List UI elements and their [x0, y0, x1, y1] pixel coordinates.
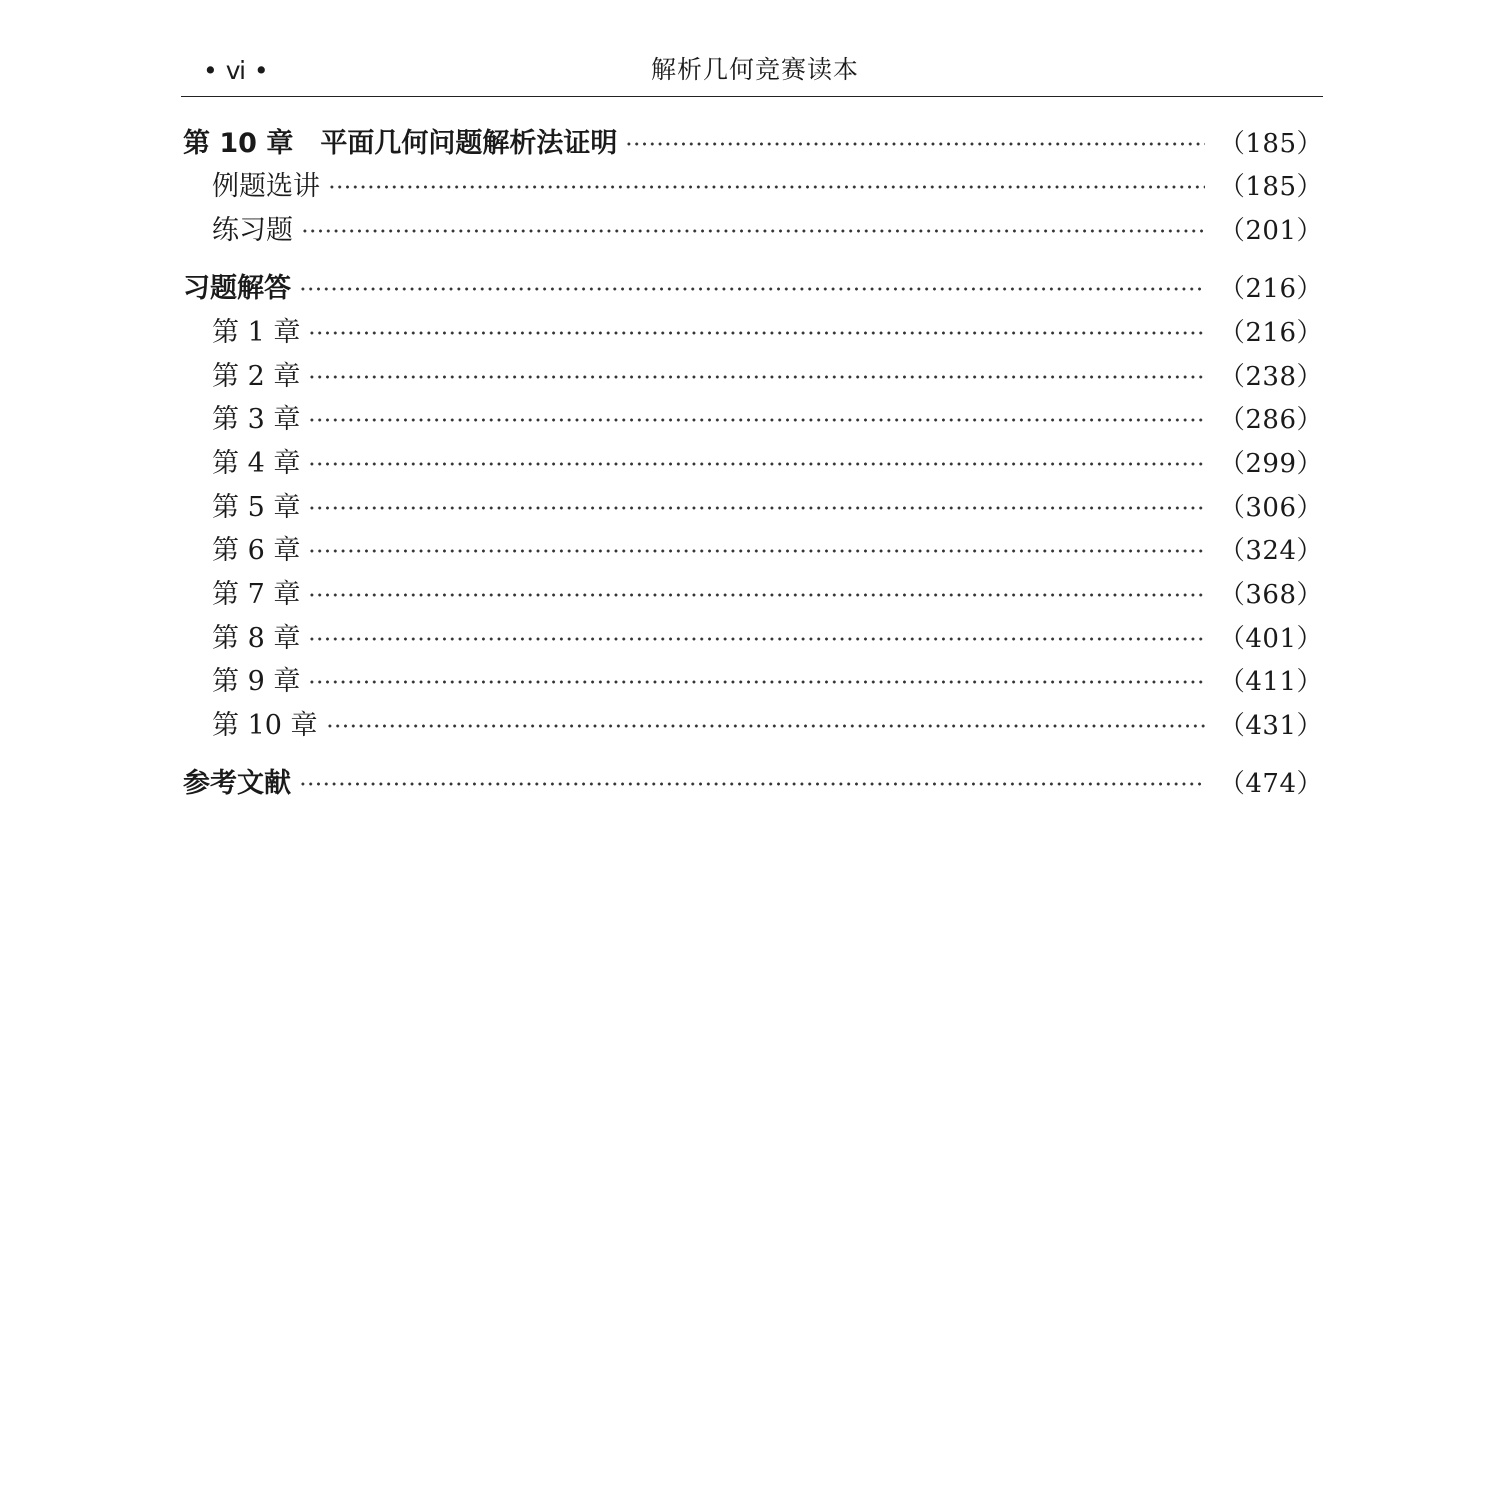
- toc-entry-page: （216）: [1218, 318, 1323, 348]
- dot-leader: [308, 505, 1205, 511]
- dot-leader: [308, 679, 1205, 685]
- dot-leader: [328, 184, 1205, 190]
- dot-leader: [625, 141, 1204, 147]
- toc-entry-label: 练习题: [212, 215, 293, 246]
- dot-leader: [308, 330, 1205, 336]
- toc-entry-answers-ch5: [183, 488, 1323, 528]
- toc-entry-label: 第 10 章: [212, 710, 318, 741]
- toc-entry-page: （474）: [1218, 769, 1323, 799]
- toc-entry-label: 第 9 章: [212, 666, 301, 697]
- toc-entry-label: 第 6 章: [212, 535, 301, 566]
- toc-entry-label: 例题选讲: [212, 171, 320, 202]
- toc-entry-page: （185）: [1218, 172, 1323, 202]
- toc-entry-page: （216）: [1218, 274, 1323, 304]
- dot-leader: [308, 548, 1205, 554]
- toc-entry-answers-ch2: [183, 357, 1323, 397]
- toc-entry-answers-ch7: [183, 575, 1323, 615]
- toc-entry-page: （286）: [1218, 405, 1323, 435]
- dot-leader: [301, 228, 1205, 234]
- toc-entry-label: 第 1 章: [212, 317, 301, 348]
- toc-entry-page: （324）: [1218, 536, 1323, 566]
- page-header: [181, 40, 1323, 97]
- toc-entry-answers: [183, 269, 1323, 309]
- toc-entry-label: 参考文献: [183, 768, 291, 799]
- toc-entry-page: （368）: [1218, 580, 1323, 610]
- dot-leader: [308, 461, 1205, 467]
- running-title: 解析几何竞赛读本: [651, 55, 860, 84]
- toc-entry-references: [183, 764, 1323, 804]
- dot-leader: [308, 374, 1205, 380]
- toc-entry-answers-ch6: [183, 531, 1323, 571]
- toc-entry-answers-ch3: [183, 400, 1323, 440]
- toc-entry-answers-ch8: [183, 619, 1323, 659]
- toc-entry-page: （306）: [1218, 493, 1323, 523]
- toc-entry-page: （411）: [1218, 667, 1323, 697]
- toc-entry-label: 第 5 章: [212, 492, 301, 523]
- toc-entry-page: （401）: [1218, 624, 1323, 654]
- toc-entry-label: 第 3 章: [212, 404, 301, 435]
- dot-leader: [308, 636, 1205, 642]
- toc-entry-page: （185）: [1218, 129, 1323, 159]
- toc-entry-label: 第 2 章: [212, 361, 301, 392]
- toc-entry-answers-ch4: [183, 444, 1323, 484]
- toc-entry-page: （238）: [1218, 362, 1323, 392]
- toc-entry-label: 第 10 章 平面几何问题解析法证明: [183, 128, 618, 159]
- toc-entry-label: 第 4 章: [212, 448, 301, 479]
- toc-entry-page: （299）: [1218, 449, 1323, 479]
- toc-entry-examples: [183, 167, 1323, 207]
- toc-entry-chapter-10: [183, 124, 1323, 164]
- toc-entry-label: 第 7 章: [212, 579, 301, 610]
- toc-entry-page: （201）: [1218, 216, 1323, 246]
- toc-entry-answers-ch10: [183, 706, 1323, 746]
- toc-entry-label: 习题解答: [183, 273, 291, 304]
- dot-leader: [326, 723, 1205, 729]
- toc-entry-answers-ch1: [183, 313, 1323, 353]
- page-number: • ⅵ •: [203, 56, 269, 85]
- dot-leader: [308, 417, 1205, 423]
- dot-leader: [299, 781, 1205, 787]
- toc-entry-exercises: [183, 211, 1323, 251]
- toc-entry-page: （431）: [1218, 711, 1323, 741]
- toc-entry-label: 第 8 章: [212, 623, 301, 654]
- dot-leader: [308, 592, 1205, 598]
- dot-leader: [299, 286, 1205, 292]
- toc-entry-answers-ch9: [183, 662, 1323, 702]
